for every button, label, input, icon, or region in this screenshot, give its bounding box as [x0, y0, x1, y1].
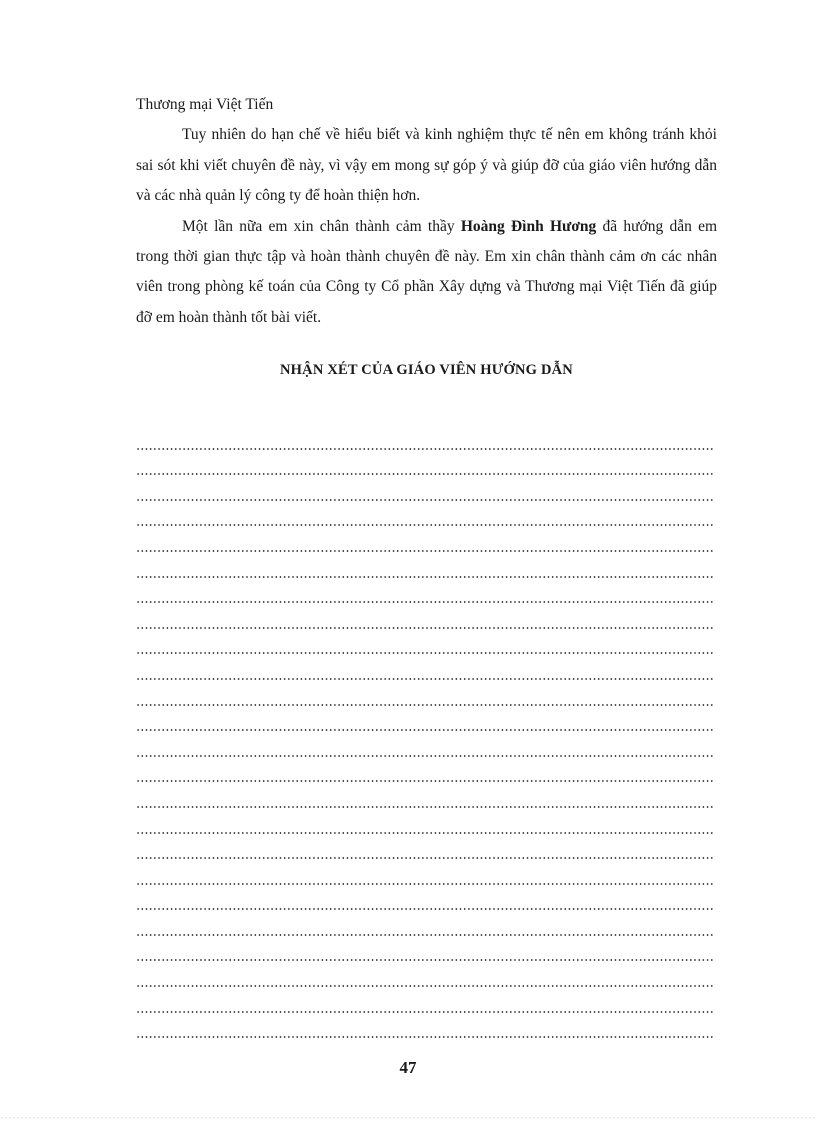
- thanks-text-start: Một lần nữa em xin chân thành cảm thầy: [182, 217, 461, 235]
- review-blank-line: [136, 629, 714, 655]
- review-blank-line: [136, 936, 714, 962]
- review-blank-line: [136, 885, 714, 911]
- review-blank-line: [136, 680, 714, 706]
- footer-divider: [0, 1117, 816, 1118]
- review-blank-line: [136, 526, 714, 552]
- review-blank-line: [136, 654, 714, 680]
- review-blank-line: [136, 1013, 714, 1039]
- review-blank-line: [136, 424, 714, 450]
- teacher-name: Hoàng Đình Hương: [460, 217, 597, 235]
- review-blank-line: [136, 731, 714, 757]
- review-blank-line: [136, 834, 714, 860]
- review-blank-line: [136, 987, 714, 1013]
- intro-line: Thương mại Việt Tiến: [136, 96, 274, 113]
- review-blank-line: [136, 910, 714, 936]
- review-blank-line: [136, 757, 714, 783]
- review-blank-line: [136, 603, 714, 629]
- review-blank-line: [136, 501, 714, 527]
- paragraph-limitations: Tuy nhiên do hạn chế về hiểu biết và kinh nghiệm thực tế nên em không tránh khỏi sai sót khi viết chuyên đề này, vì vậy em mong sự góp ý và giúp đỡ của giáo viên hướng dẫn và các nhà quản lý công ty để hoàn thiện hơn.: [136, 126, 717, 205]
- paragraph-thanks: [136, 212, 717, 334]
- body-text: [136, 90, 717, 333]
- review-blank-line: [136, 450, 714, 476]
- review-blank-line: [136, 552, 714, 578]
- review-blank-lines: [136, 424, 714, 1038]
- thanks-text-end: đã hướng dẫn em trong thời gian thực tập và hoàn thành chuyên đề này. Em xin chân thành cảm ơn các nhân viên trong phòng kế toán của Công ty Cổ phần Xây dựng và Thương mại Việt Tiến đã giúp đỡ em hoàn thành tốt bài viết.: [136, 217, 717, 326]
- review-blank-line: [136, 782, 714, 808]
- review-heading: NHẬN XÉT CỦA GIÁO VIÊN HƯỚNG DẪN: [280, 362, 573, 378]
- page-number: 47: [399, 1058, 417, 1077]
- review-blank-line: [136, 578, 714, 604]
- review-blank-line: [136, 475, 714, 501]
- review-blank-line: [136, 859, 714, 885]
- review-blank-line: [136, 706, 714, 732]
- review-blank-line: [136, 808, 714, 834]
- review-blank-line: [136, 961, 714, 987]
